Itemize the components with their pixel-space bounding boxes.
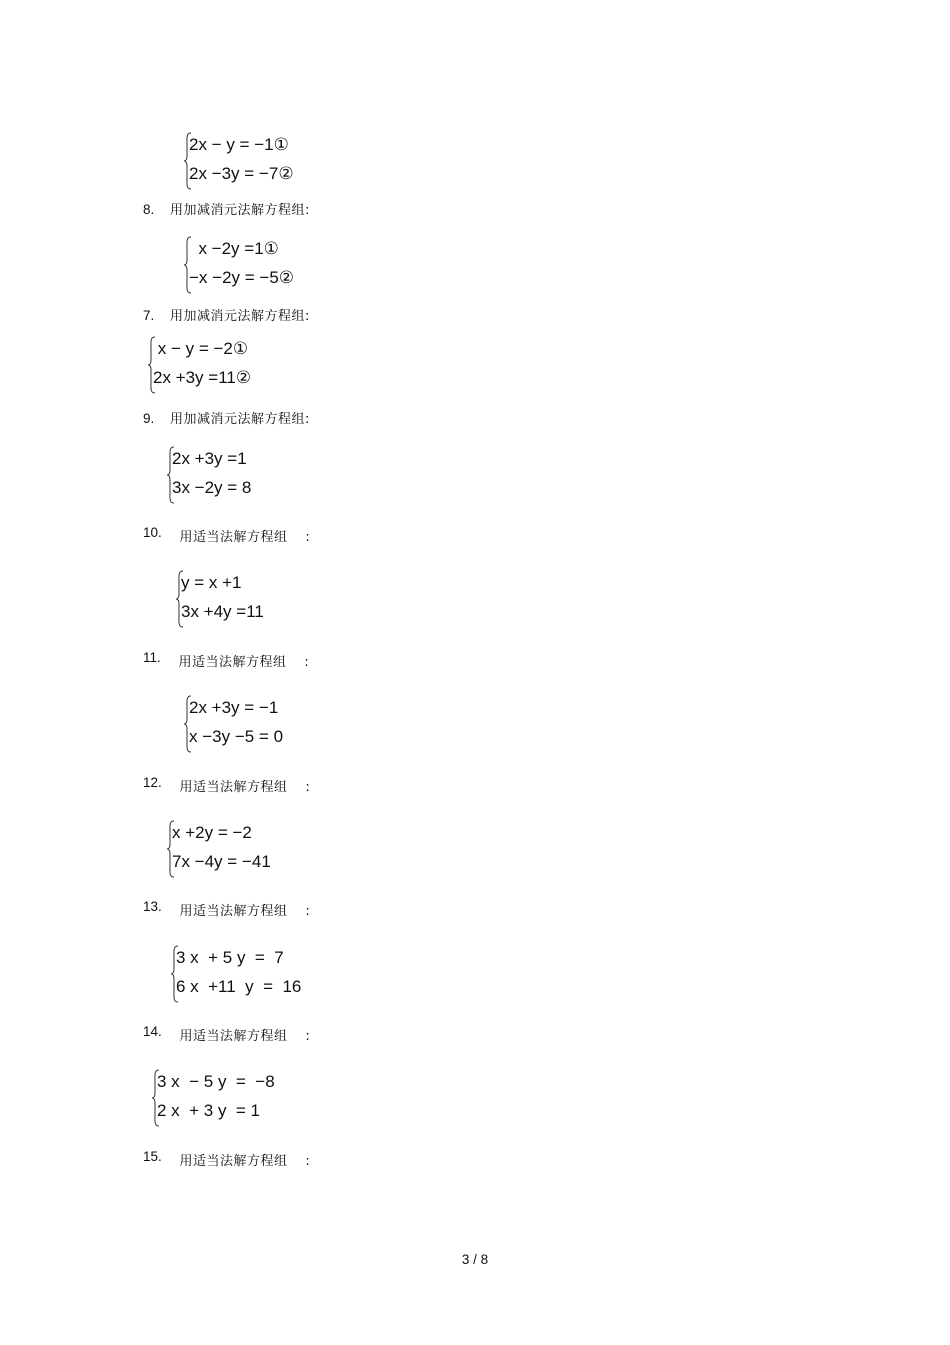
question-9 (143, 408, 310, 427)
question-text: 用适当法解方程组 (179, 530, 288, 545)
question-text: 用加减消元法解方程组: (170, 412, 310, 427)
question-colon: : (305, 904, 310, 919)
question-8 (143, 199, 310, 218)
question-number: 13. (143, 899, 162, 914)
question-text: 用适当法解方程组 (179, 904, 288, 919)
equation-line: x +2y = −2 (172, 823, 252, 842)
question-number: 7. (143, 308, 155, 323)
equation-line: x −3y −5 = 0 (189, 727, 284, 746)
question-colon: : (305, 1154, 310, 1169)
question-colon: : (305, 780, 310, 795)
equation-line: 2 x + 3 y = 1 (157, 1101, 261, 1120)
equation-system-9 (151, 1069, 275, 1156)
equation-line: 2x −3y = −7② (189, 164, 294, 183)
question-number: 14. (143, 1024, 162, 1039)
question-colon: : (304, 655, 309, 670)
equation-line: 3 x + 5 y = 7 (176, 948, 284, 967)
question-number: 9. (143, 411, 155, 426)
equation-system-7 (166, 820, 271, 907)
equation-line: 3x −2y = 8 (172, 478, 252, 497)
equation-line: y = x +1 (181, 573, 242, 592)
question-number: 8. (143, 202, 155, 217)
equation-line: x − y = −2① (153, 339, 249, 358)
question-7 (143, 305, 310, 324)
equation-line: x −2y =1① (189, 239, 279, 258)
question-12 (143, 772, 310, 795)
equation-system-5 (175, 570, 264, 657)
question-text: 用适当法解方程组 (179, 1029, 288, 1044)
equation-line: 3x +4y =11 (181, 602, 264, 621)
question-text: 用适当法解方程组 (178, 655, 287, 670)
question-11 (143, 647, 309, 670)
equation-line: −x −2y = −5② (189, 268, 295, 287)
equation-line: 2x − y = −1① (189, 135, 289, 154)
question-text: 用适当法解方程组 (179, 1154, 288, 1169)
equation-system-6 (183, 695, 284, 782)
question-15 (143, 1146, 310, 1169)
question-number: 11. (143, 650, 161, 665)
equation-system-8 (170, 945, 302, 1032)
question-text: 用加减消元法解方程组: (170, 309, 310, 324)
question-14 (143, 1021, 310, 1044)
question-number: 10. (143, 525, 162, 540)
question-number: 12. (143, 775, 162, 790)
question-colon: : (305, 530, 310, 545)
equation-line: 7x −4y = −41 (172, 852, 271, 871)
question-10 (143, 522, 310, 545)
question-colon: : (305, 1029, 310, 1044)
equation-system-4 (166, 446, 252, 533)
equation-line: 3 x − 5 y = −8 (157, 1072, 275, 1091)
equation-line: 6 x +11 y = 16 (176, 977, 302, 996)
equation-line: 2x +3y = −1 (189, 698, 279, 717)
equation-line: 2x +3y =11② (153, 368, 252, 387)
question-text: 用适当法解方程组 (179, 780, 288, 795)
question-number: 15. (143, 1149, 162, 1164)
equation-line: 2x +3y =1 (172, 449, 247, 468)
question-text: 用加减消元法解方程组: (170, 203, 310, 218)
page-number: 3 / 8 (461, 1252, 489, 1267)
question-13 (143, 896, 310, 919)
